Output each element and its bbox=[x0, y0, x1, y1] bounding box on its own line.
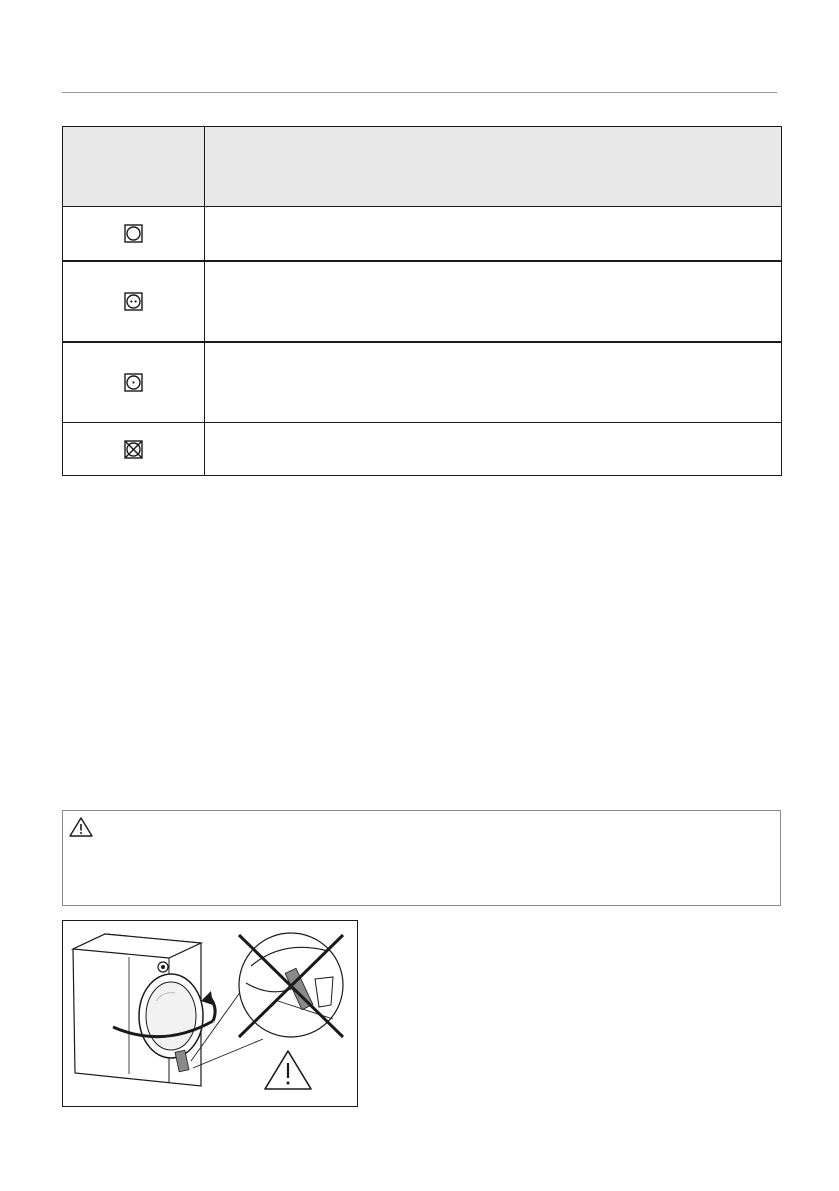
table-row bbox=[63, 342, 782, 423]
warning-box bbox=[62, 810, 781, 906]
symbol-cell bbox=[63, 207, 205, 262]
warning-triangle-icon bbox=[68, 816, 94, 838]
tumble-dry-low-heat-icon bbox=[124, 373, 143, 392]
symbol-cell bbox=[63, 423, 205, 476]
care-symbol-table bbox=[62, 126, 782, 476]
dryer-door-closing-illustration bbox=[62, 920, 358, 1107]
header-description-cell bbox=[205, 127, 782, 207]
symbol-cell bbox=[63, 342, 205, 423]
do-not-tumble-dry-icon bbox=[124, 440, 143, 459]
table-row bbox=[63, 423, 782, 476]
tumble-dry-high-heat-icon bbox=[124, 292, 143, 311]
table-header-row bbox=[63, 127, 782, 207]
description-cell bbox=[205, 207, 782, 262]
table-row bbox=[63, 207, 782, 262]
description-cell bbox=[205, 423, 782, 476]
symbol-cell bbox=[63, 261, 205, 342]
description-cell bbox=[205, 261, 782, 342]
header-rule bbox=[62, 92, 777, 93]
description-cell bbox=[205, 342, 782, 423]
tumble-dry-normal-icon bbox=[124, 224, 143, 243]
table-row bbox=[63, 261, 782, 342]
header-symbol-cell bbox=[63, 127, 205, 207]
